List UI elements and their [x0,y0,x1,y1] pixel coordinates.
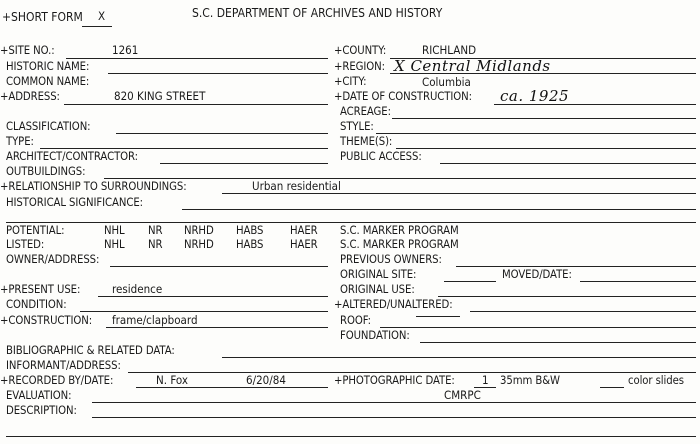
historical-significance-line [182,209,696,210]
photo-color-label: color slides [628,373,684,387]
type-label: TYPE: [6,134,34,148]
short-form-value: X [98,9,106,23]
potential-nrhd: NRHD [184,223,214,237]
moved-date-line [580,281,696,282]
roof-label: ROOF: [340,313,371,327]
previous-owners-label: PREVIOUS OWNERS: [340,252,442,266]
acreage-label: ACREAGE: [340,104,391,118]
potential-label: POTENTIAL: [6,223,65,237]
listed-label: LISTED: [6,237,45,251]
photo-count-value: 1 [482,373,489,387]
photo-color-line [600,387,624,388]
site-no-value: 1261 [112,43,139,57]
site-no-line [66,58,328,59]
date-construction-value: ca. 1925 [500,87,570,105]
original-use-line [438,296,696,297]
moved-date-label: MOVED/DATE: [502,267,572,281]
recorded-by-label: +RECORDED BY/DATE: [0,373,114,387]
public-access-line [440,163,696,164]
roof-line [380,327,696,328]
region-value: X Central Midlands [394,57,551,75]
historic-name-label: HISTORIC NAME: [6,59,90,73]
style-label: STYLE: [340,119,374,133]
bibliographic-label: BIBLIOGRAPHIC & RELATED DATA: [6,343,175,357]
foundation-label: FOUNDATION: [340,328,410,342]
evaluation-value: CMRPC [444,388,481,402]
public-access-label: PUBLIC ACCESS: [340,149,422,163]
condition-label: CONDITION: [6,297,67,311]
potential-habs: HABS [236,223,264,237]
original-site-label: ORIGINAL SITE: [340,267,417,281]
classification-line [116,133,328,134]
previous-owners-line [456,266,696,267]
recorded-date-value: 6/20/84 [246,373,286,387]
relationship-label: +RELATIONSHIP TO SURROUNDINGS: [0,179,187,193]
relationship-value: Urban residential [252,179,341,193]
potential-marker-program: S.C. MARKER PROGRAM [340,223,459,237]
altered-label: +ALTERED/UNALTERED: [334,297,453,311]
region-line [390,73,696,74]
city-value: Columbia [422,75,471,89]
address-label: +ADDRESS: [0,89,60,103]
listed-haer: HAER [290,237,318,251]
agency-title: S.C. DEPARTMENT OF ARCHIVES AND HISTORY [192,6,443,20]
historic-name-line [108,73,328,74]
recorded-by-line [136,387,328,388]
site-no-label: +SITE NO.: [0,43,55,57]
date-construction-line [494,104,696,105]
architect-line [160,163,328,164]
potential-haer: HAER [290,223,318,237]
condition-line [80,311,328,312]
potential-nr: NR [148,223,163,237]
listed-habs: HABS [236,237,264,251]
listed-nhl: NHL [104,237,125,251]
short-form-line [82,26,112,27]
present-use-label: +PRESENT USE: [0,282,81,296]
construction-line [106,327,328,328]
county-value: RICHLAND [422,43,477,57]
owner-address-line [110,266,328,267]
region-label: +REGION: [334,59,385,73]
listed-marker-program: S.C. MARKER PROGRAM [340,237,459,251]
roof-short-line [416,316,460,317]
architect-label: ARCHITECT/CONTRACTOR: [6,149,138,163]
construction-label: +CONSTRUCTION: [0,313,93,327]
photographic-date-label: +PHOTOGRAPHIC DATE: [334,373,455,387]
original-site-line [444,281,496,282]
description-label: DESCRIPTION: [6,403,77,417]
evaluation-line [92,402,696,403]
description-line-2 [6,436,696,437]
listed-nrhd: NRHD [184,237,214,251]
evaluation-label: EVALUATION: [6,388,72,402]
themes-label: THEME(S): [340,134,393,148]
historical-significance-label: HISTORICAL SIGNIFICANCE: [6,195,143,209]
owner-address-label: OWNER/ADDRESS: [6,252,100,266]
original-use-label: ORIGINAL USE: [340,282,415,296]
description-line [92,417,696,418]
address-line [64,104,328,105]
recorded-by-value: N. Fox [156,373,189,387]
photo-bw-label: 35mm B&W [500,373,560,387]
acreage-line [392,118,696,119]
outbuildings-line [104,178,696,179]
bibliographic-line [222,357,696,358]
present-use-value: residence [112,282,163,296]
potential-nhl: NHL [104,223,125,237]
listed-nr: NR [148,237,163,251]
county-label: +COUNTY: [334,43,387,57]
outbuildings-label: OUTBUILDINGS: [6,164,86,178]
city-label: +CITY: [334,74,367,88]
present-use-line [98,296,328,297]
address-value: 820 KING STREET [114,89,206,103]
style-line [376,133,696,134]
foundation-line [420,342,696,343]
themes-line [396,148,696,149]
date-construction-label: +DATE OF CONSTRUCTION: [334,89,472,103]
classification-label: CLASSIFICATION: [6,119,91,133]
common-name-label: COMMON NAME: [6,74,90,88]
relationship-line [222,193,696,194]
informant-label: INFORMANT/ADDRESS: [6,358,121,372]
altered-line [470,311,696,312]
short-form-label: +SHORT FORM [2,10,83,24]
construction-value: frame/clapboard [112,313,198,327]
